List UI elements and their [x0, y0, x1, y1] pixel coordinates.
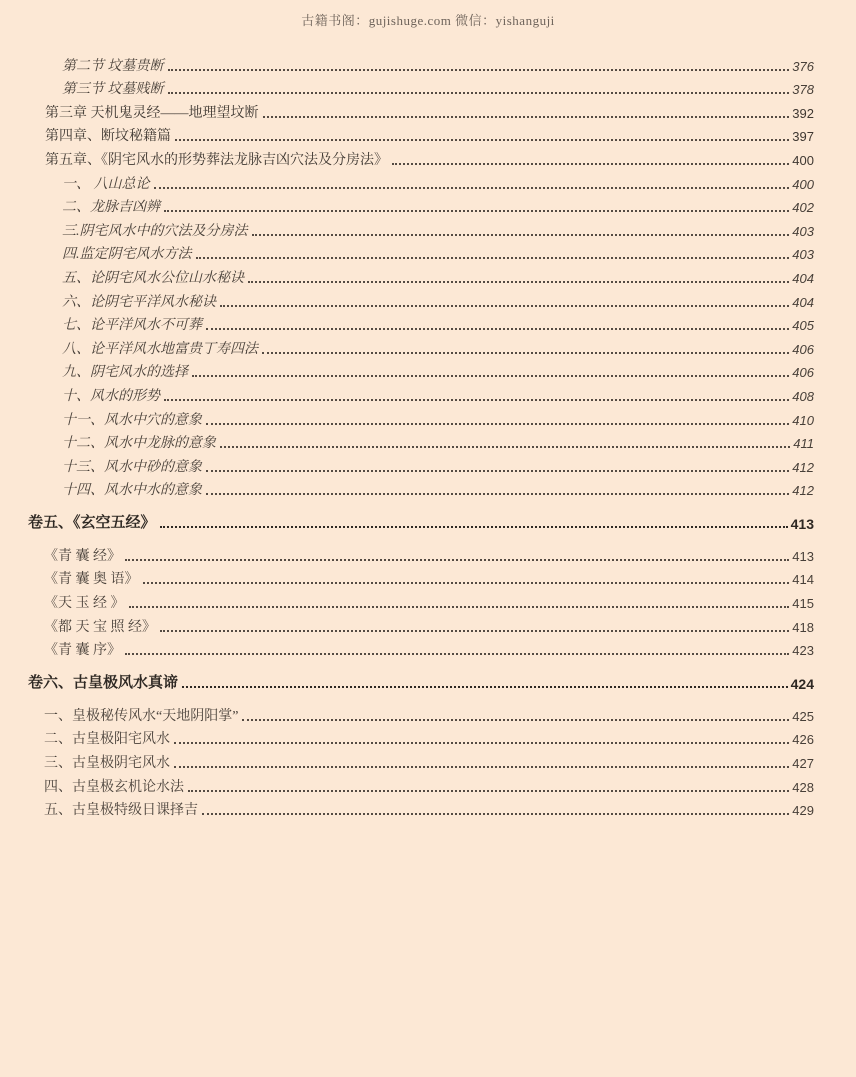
- toc-entry-label: 十四、风水中水的意象: [62, 483, 202, 499]
- toc-entry[interactable]: [28, 701, 814, 725]
- dot-leader: [174, 766, 789, 768]
- dot-leader: [168, 92, 790, 94]
- toc-entry-label: 十、风水的形势: [62, 388, 160, 404]
- toc-entry[interactable]: [28, 98, 814, 122]
- toc-entry[interactable]: [28, 358, 814, 382]
- toc-entry-label: 五、论阴宅风水公位山水秘诀: [62, 270, 244, 286]
- dot-leader: [248, 281, 789, 283]
- dot-leader: [220, 305, 789, 307]
- toc-entry-label: 第二节 坟墓贵断: [62, 58, 164, 74]
- dot-leader: [154, 187, 790, 189]
- toc-page-number: 376: [792, 58, 814, 74]
- toc-page-number: 402: [792, 200, 814, 216]
- toc-entry[interactable]: [28, 429, 814, 453]
- toc-page-number: 414: [792, 572, 814, 588]
- toc-entry[interactable]: [28, 287, 814, 311]
- dot-leader: [252, 234, 790, 236]
- toc-page-number: 404: [792, 270, 814, 286]
- toc-entry-label: 第五章、《阴宅风水的形势葬法龙脉吉凶穴法及分房法》: [45, 152, 388, 168]
- toc-entry-label: 六、论阴宅平洋风水秘诀: [62, 294, 216, 310]
- toc-entry-label: 十一、风水中穴的意象: [62, 412, 202, 428]
- dot-leader: [129, 606, 790, 608]
- dot-leader: [206, 470, 789, 472]
- toc-page-number: 406: [792, 365, 814, 381]
- toc-page-number: 400: [792, 176, 814, 192]
- toc-page-number: 413: [792, 548, 814, 564]
- dot-leader: [192, 375, 789, 377]
- toc-entry[interactable]: [28, 748, 814, 772]
- toc-entry-label: 四、古皇极玄机论水法: [44, 779, 184, 795]
- dot-leader: [164, 399, 789, 401]
- toc-entry[interactable]: [28, 240, 814, 264]
- toc-entry[interactable]: [28, 452, 814, 476]
- dot-leader: [160, 526, 788, 528]
- toc-entry-label: 二、龙脉吉凶辨: [62, 200, 160, 216]
- toc-entry[interactable]: [28, 636, 814, 660]
- dot-leader: [160, 630, 789, 632]
- toc-entry-label: 卷五、《玄空五经》: [28, 515, 156, 532]
- toc-entry-label: 四.监定阴宅风水方法: [62, 247, 192, 263]
- dot-leader: [196, 257, 790, 259]
- toc-page-number: 408: [792, 388, 814, 404]
- dot-leader: [168, 69, 790, 71]
- toc-entry[interactable]: [28, 541, 814, 565]
- toc-entry-label: 卷六、古皇极风水真谛: [28, 675, 179, 692]
- toc-entry-label: 十三、风水中砂的意象: [62, 459, 202, 475]
- toc-entry[interactable]: [28, 668, 814, 692]
- toc-entry-label: 第四章、断坟秘籍篇: [45, 129, 171, 145]
- toc-entry[interactable]: [28, 75, 814, 99]
- toc-entry-label: 三、古皇极阴宅风水: [44, 756, 170, 772]
- toc-entry[interactable]: [28, 612, 814, 636]
- toc-entry-label: 《青 囊 经》: [44, 548, 121, 564]
- toc-entry-label: 《青 囊 奥 语》: [44, 572, 139, 588]
- watermark-header: 古籍书阁：gujishuge.com 微信：yishanguji: [301, 13, 555, 28]
- toc-entry[interactable]: [28, 51, 814, 75]
- toc-page-number: 405: [792, 318, 814, 334]
- toc-page-number: 411: [793, 436, 814, 452]
- toc-entry-label: 五、古皇极特级日课择吉: [44, 803, 198, 819]
- toc-entry-label: 一、皇极秘传风水“天地阴阳掌”: [44, 708, 239, 724]
- toc-page-number: 423: [792, 643, 814, 659]
- dot-leader: [392, 163, 789, 165]
- toc-entry-label: 九、阴宅风水的选择: [62, 365, 188, 381]
- toc-entry[interactable]: [28, 263, 814, 287]
- dot-leader: [125, 653, 789, 655]
- toc-entry-label: 十二、风水中龙脉的意象: [62, 436, 216, 452]
- dot-leader: [206, 328, 789, 330]
- dot-leader: [220, 446, 790, 448]
- toc-entry[interactable]: [28, 122, 814, 146]
- toc-page-number: 403: [792, 223, 814, 239]
- toc-entry-label: 《都 天 宝 照 经》: [44, 619, 156, 635]
- toc-entry-label: 三.阴宅风水中的穴法及分房法: [62, 223, 248, 239]
- toc-entry[interactable]: [28, 216, 814, 240]
- toc-page-number: 424: [790, 676, 814, 693]
- toc-entry[interactable]: [28, 405, 814, 429]
- toc-page-number: 400: [792, 152, 814, 168]
- toc-entry-label: 八、论平洋风水地富贵丁寿四法: [62, 341, 258, 357]
- toc-entry[interactable]: [28, 193, 814, 217]
- toc-page-number: 428: [792, 779, 814, 795]
- toc-entry[interactable]: [28, 381, 814, 405]
- toc-page-number: 404: [792, 294, 814, 310]
- toc-page-number: 403: [792, 247, 814, 263]
- dot-leader: [175, 139, 789, 141]
- toc-entry[interactable]: [28, 725, 814, 749]
- toc-entry-label: 第三章 天机鬼灵经——地理望坟断: [45, 105, 259, 121]
- toc-page-number: 427: [792, 756, 814, 772]
- dot-leader: [263, 116, 790, 118]
- dot-leader: [188, 790, 789, 792]
- dot-leader: [143, 582, 790, 584]
- dot-leader: [125, 559, 789, 561]
- toc-page-number: 412: [792, 483, 814, 499]
- toc-page-number: 412: [792, 459, 814, 475]
- dot-leader: [164, 210, 789, 212]
- toc-page-number: 410: [792, 412, 814, 428]
- toc-page-number: 378: [792, 82, 814, 98]
- toc-page-number: 429: [792, 803, 814, 819]
- toc-list: [28, 51, 814, 819]
- toc-entry-label: 第三节 坟墓贱断: [62, 82, 164, 98]
- toc-page-number: 397: [792, 129, 814, 145]
- dot-leader: [174, 742, 789, 744]
- toc-entry[interactable]: [28, 169, 814, 193]
- toc-page-number: 392: [792, 105, 814, 121]
- toc-page-number: 418: [792, 619, 814, 635]
- dot-leader: [262, 352, 789, 354]
- dot-leader: [242, 719, 789, 721]
- toc-entry-label: 《天 玉 经 》: [44, 596, 125, 612]
- toc-entry[interactable]: [28, 796, 814, 820]
- toc-entry[interactable]: [28, 772, 814, 796]
- toc-entry[interactable]: [28, 588, 814, 612]
- dot-leader: [202, 813, 789, 815]
- toc-entry-label: 一、 八山总论: [62, 176, 150, 192]
- toc-entry[interactable]: [28, 311, 814, 335]
- toc-entry[interactable]: [28, 476, 814, 500]
- toc-page-number: 413: [790, 516, 814, 533]
- toc-entry-label: 七、论平洋风水不可葬: [62, 318, 202, 334]
- dot-leader: [182, 686, 788, 688]
- toc-entry[interactable]: [28, 145, 814, 169]
- toc-entry-label: 二、古皇极阳宅风水: [44, 732, 170, 748]
- dot-leader: [206, 423, 789, 425]
- toc-page-number: 406: [792, 341, 814, 357]
- toc-entry[interactable]: [28, 334, 814, 358]
- toc-entry-label: 《青 囊 序》: [44, 643, 121, 659]
- toc-page-number: 415: [792, 596, 814, 612]
- dot-leader: [206, 493, 789, 495]
- toc-page-number: 426: [792, 732, 814, 748]
- toc-page-number: 425: [792, 708, 814, 724]
- toc-entry[interactable]: [28, 508, 814, 532]
- toc-entry[interactable]: [28, 565, 814, 589]
